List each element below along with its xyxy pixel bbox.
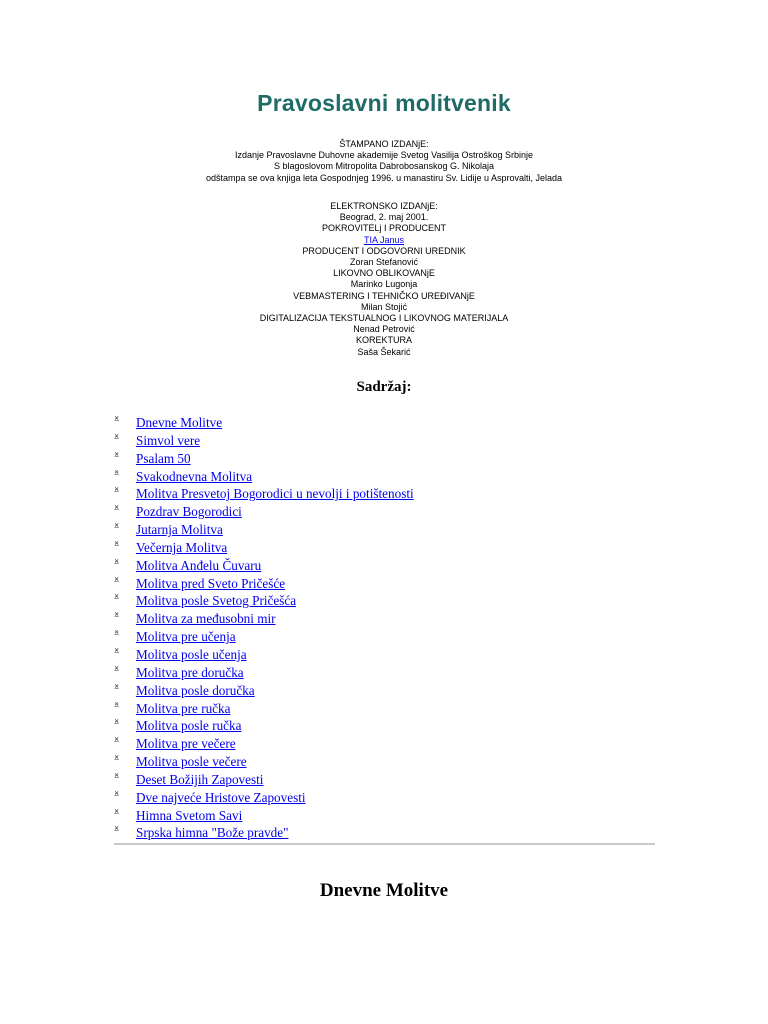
- table-of-contents: [114, 414, 674, 842]
- bullet-icon: ⨱: [114, 413, 120, 423]
- electronic-edition-credits: [0, 201, 768, 358]
- bullet-icon: ⨱: [114, 627, 120, 638]
- section-heading: Dnevne Molitve: [319, 880, 449, 901]
- web-name: Milan Stojić: [360, 301, 407, 312]
- bullet-icon: ⨱: [114, 484, 120, 495]
- toc-link[interactable]: Molitva za međusobni mir: [136, 611, 276, 627]
- list-item: [114, 521, 674, 539]
- list-item: [114, 646, 674, 664]
- print-edition-line: Izdanje Pravoslavne Duhovne akademije Svetog Vasilija Ostroškog Srbinje: [235, 150, 533, 161]
- list-item: [114, 539, 674, 557]
- toc-link[interactable]: Molitva posle učenja: [136, 646, 247, 662]
- bullet-icon: ⨱: [114, 769, 120, 780]
- list-item: [114, 664, 674, 682]
- bullet-icon: ⨱: [114, 573, 120, 584]
- print-edition-heading: ŠTAMPANO IZDANjE:: [339, 139, 429, 149]
- list-item: [114, 717, 674, 735]
- producer-name: Zoran Stefanović: [349, 257, 419, 268]
- bullet-icon: ⨱: [114, 680, 120, 691]
- sponsor-label: POKROVITELj I PRODUCENT: [321, 223, 447, 234]
- list-item: [114, 610, 674, 628]
- bullet-icon: ⨱: [114, 823, 120, 834]
- bullet-icon: ⨱: [114, 787, 120, 798]
- print-edition-credits: [0, 139, 768, 184]
- list-item: [114, 485, 674, 503]
- list-item: [114, 628, 674, 646]
- bullet-icon: ⨱: [114, 698, 120, 709]
- print-edition-line: S blagoslovom Mitropolita Dabrobosanskog G. Nikolaja: [273, 161, 495, 172]
- toc-link[interactable]: Psalam 50: [136, 450, 191, 466]
- toc-link[interactable]: Molitva posle Svetog Pričešća: [136, 593, 297, 609]
- list-item: [114, 468, 674, 486]
- toc-link[interactable]: Molitva pre doručka: [136, 664, 244, 680]
- electronic-edition-date: Beograd, 2. maj 2001.: [339, 212, 429, 223]
- toc-link[interactable]: Molitva posle doručka: [136, 682, 255, 698]
- bullet-icon: ⨱: [114, 537, 120, 548]
- toc-link[interactable]: Jutarnja Molitva: [136, 522, 223, 538]
- list-item: [114, 753, 674, 771]
- list-item: [114, 414, 674, 432]
- bullet-icon: ⨱: [114, 591, 120, 602]
- bullet-icon: ⨱: [114, 466, 120, 477]
- electronic-edition-heading: ELEKTRONSKO IZDANjE:: [330, 201, 438, 211]
- digital-label: DIGITALIZACIJA TEKSTUALNOG I LIKOVNOG MATERIJALA: [259, 313, 509, 324]
- toc-link[interactable]: Simvol vere: [136, 432, 201, 448]
- bullet-icon: ⨱: [114, 502, 120, 513]
- bullet-icon: ⨱: [114, 448, 120, 459]
- page-title: Pravoslavni molitvenik: [257, 90, 511, 116]
- list-item: [114, 682, 674, 700]
- bullet-icon: ⨱: [114, 716, 120, 727]
- toc-link[interactable]: Molitva posle večere: [136, 754, 247, 770]
- list-item: [114, 450, 674, 468]
- bullet-icon: ⨱: [114, 662, 120, 673]
- print-edition-line: odštampa se ova knjiga leta Gospodnjeg 1996. u manastiru Sv. Lidije u Asprovalti, Jelada: [205, 172, 563, 183]
- bullet-icon: ⨱: [114, 609, 120, 620]
- proof-name: Saša Šekarić: [357, 346, 411, 357]
- toc-link[interactable]: Pozdrav Bogorodici: [136, 504, 242, 520]
- toc-link[interactable]: Molitva Anđelu Čuvaru: [136, 557, 262, 573]
- design-name: Marinko Lugonja: [350, 279, 418, 290]
- toc-link[interactable]: Svakodnevna Molitva: [136, 468, 253, 484]
- toc-link[interactable]: Molitva pre večere: [136, 736, 236, 752]
- list-item: [114, 807, 674, 825]
- sponsor-link[interactable]: TIA Janus: [363, 234, 405, 245]
- bullet-icon: ⨱: [114, 734, 120, 745]
- toc-link[interactable]: Dve najveće Hristove Zapovesti: [136, 789, 306, 805]
- list-item: [114, 700, 674, 718]
- toc-link[interactable]: Deset Božijih Zapovesti: [136, 771, 264, 787]
- toc-link[interactable]: Molitva pred Sveto Pričešće: [136, 575, 286, 591]
- list-item: [114, 575, 674, 593]
- list-item: [114, 789, 674, 807]
- bullet-icon: ⨱: [114, 520, 120, 531]
- toc-heading: Sadržaj:: [356, 379, 412, 395]
- toc-link[interactable]: Srpska himna "Bože pravde": [136, 825, 289, 841]
- design-label: LIKOVNO OBLIKOVANjE: [333, 268, 435, 279]
- list-item: [114, 592, 674, 610]
- bullet-icon: ⨱: [114, 805, 120, 816]
- toc-link[interactable]: Molitva pre ručka: [136, 700, 231, 716]
- bullet-icon: ⨱: [114, 644, 120, 655]
- toc-link[interactable]: Dnevne Molitve: [136, 415, 223, 430]
- list-item: [114, 824, 674, 842]
- digital-name: Nenad Petrović: [353, 324, 415, 335]
- web-label: VEBMASTERING I TEHNIČKO UREĐIVANjE: [293, 290, 475, 301]
- list-item: [114, 771, 674, 789]
- toc-link[interactable]: Himna Svetom Savi: [136, 807, 243, 823]
- list-item: [114, 735, 674, 753]
- bullet-icon: ⨱: [114, 752, 120, 763]
- toc-link[interactable]: Molitva pre učenja: [136, 629, 236, 645]
- toc-link[interactable]: Večernja Molitva: [136, 539, 228, 555]
- horizontal-divider: [114, 843, 655, 845]
- list-item: [114, 432, 674, 450]
- proof-label: KOREKTURA: [355, 335, 412, 346]
- list-item: [114, 557, 674, 575]
- list-item: [114, 503, 674, 521]
- bullet-icon: ⨱: [114, 555, 120, 566]
- toc-link[interactable]: Molitva posle ručka: [136, 718, 242, 734]
- bullet-icon: ⨱: [114, 430, 120, 441]
- toc-link[interactable]: Molitva Presvetoj Bogorodici u nevolji i potištenosti: [136, 486, 414, 502]
- producer-label: PRODUCENT I ODGOVORNI UREDNIK: [302, 245, 466, 256]
